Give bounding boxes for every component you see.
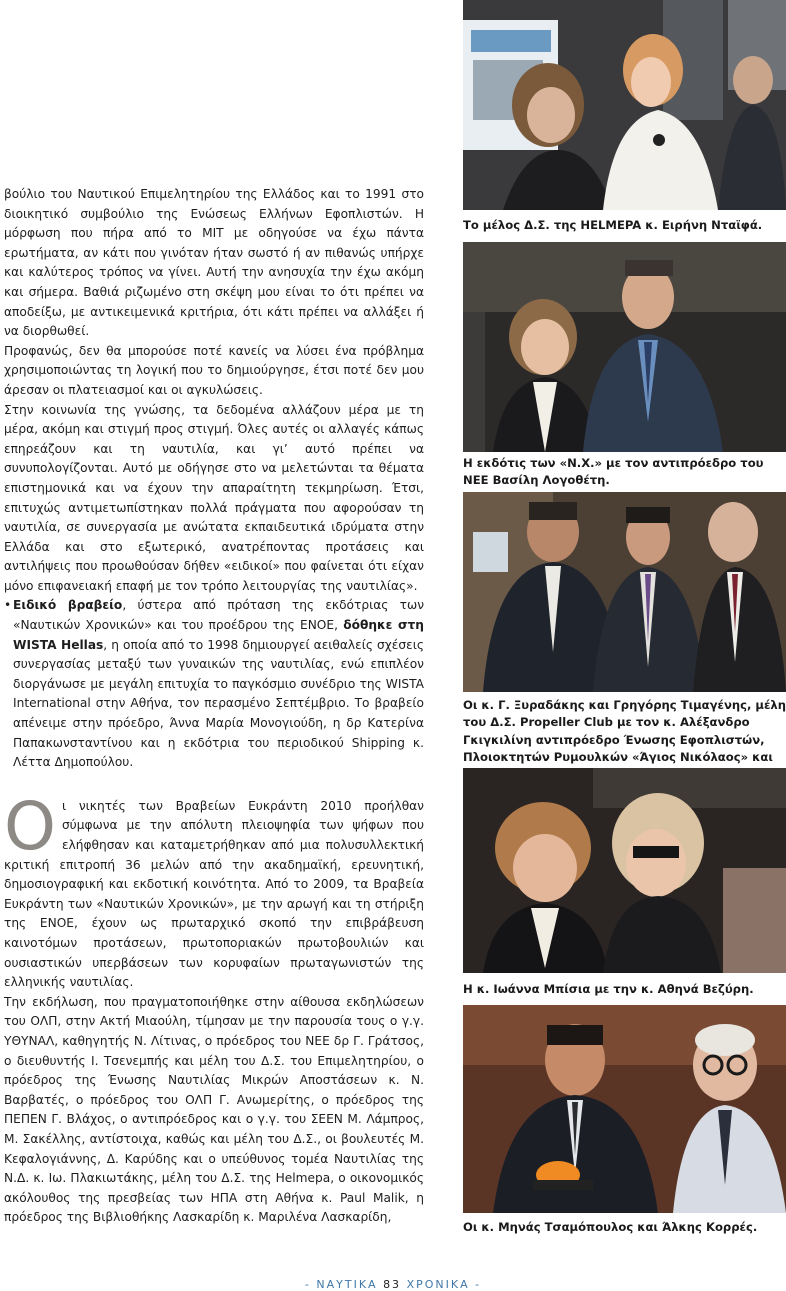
paragraph	[13, 596, 424, 772]
text-run: , ύστερα από πρόταση της εκδότριας των «Ναυτικών Χρονικών» και του προέδρου της ΕΝΟΕ,	[13, 598, 425, 633]
photo-caption: Η κ. Ιωάννα Μπίσια με την κ. Αθηνά Βεζύρη.	[463, 982, 754, 996]
bold-phrase: δόθηκε στη WISTA Hellas	[13, 618, 424, 652]
text-run: ι νικητές των Βραβείων Ευκράντη 2010 προήλθαν σύμφωνα με την απόλυτη πλειοψηφία των ψήφων που ελήφθησαν και καταμετρήθηκαν από μια πολυσυλλεκτική κριτική επιτροπή 36 μελών από την ακαδημαϊκή, ερευνητική, δημοσιογραφική και εκδοτική κοινότητα. Από το 2009, τα Βραβεία Ευκράντη των «Ναυτικών Χρονικών», με την αρωγή και τη στήριξη της ΕΝΟΕ, έχουν ως πρωταρχικό σκοπό την επιβράβευση καινοτόμων προτάσεων, πρωτοποριακών πρωτοβουλιών και ουσιαστικών υπερβάσεων των κορυφαίων πρωταγωνιστών της ελληνικής ναυτιλίας.	[4, 798, 424, 990]
paragraph: Την εκδήλωση, που πραγματοποιήθηκε στην αίθουσα εκδηλώσεων του ΟΛΠ, στην Ακτή Μιαούλη, τίμησαν με την παρουσία τους ο γ.γ. ΥΘΥΝΑΛ, καθηγητής Ν. Λίτινας, ο πρόεδρος του ΝΕΕ δρ Γ. Γράτσος, ο διευθυντής Ι. Τσενεμπής και μέλη του Δ.Σ. του Επιμελητηρίου, ο πρόεδρος της Ένωσης Ναυτιλίας Μικρών Αποστάσεων κ. Ν. Βαρβατές, ο πρόεδρος του ΟΛΠ Γ. Ανωμερίτης, ο πρόεδρος της ΠΕΠΕΝ Γ. Βλάχος, ο αντιπρόεδρος και ο γ.γ. του ΣΕΕΝ Μ. Λάμπρος, Μ. Σακέλλης, αντίστοιχα, καθώς και μέλη του Δ.Σ., οι βουλευτές Μ. Κεφαλογιάννης, Δ. Καρύδης και ο υπεύθυνος τομέα Ναυτιλίας της Ν.Δ. κ. Ιω. Πλακιωτάκης, μέλη του Δ.Σ. της Helmepa, ο οικονομικός ακόλουθος της πρεσβείας των ΗΠΑ στη Αθήνα κ. Paul Malik, η πρόεδρος της Βιβλιοθήκης Λασκαρίδη κ. Μαριλένα Λασκαρίδη,	[4, 994, 424, 1225]
paragraph: βούλιο του Ναυτικού Επιμελητηρίου της Ελλάδος και το 1991 στο διοικητικό συμβούλιο της Ενώσεως Ελλήνων Εφοπλιστών. Η μόρφωση που πήρα από το ΜΙΤ με οδηγούσε να έχω πάντα ερωτήματα, αν κάτι που γινόταν ήταν σωστό ή αν πιθανώς υπήρχε και καλύτερος τρόπος να γίνει. Αυτή την ανησυχία την έχω ακόμη και σήμερα. Βαθιά ριζωμένο στη σκέψη μου είναι το ότι πρέπει να αποδείξω, με αντικειμενικά κριτήρια, ότι κάτι πρέπει να αλλάξει ή να διορθωθεί.	[4, 187, 424, 339]
photo-caption: Οι κ. Μηνάς Τσαμόπουλος και Άλκης Κορρές.	[463, 1220, 758, 1234]
photo-helmepa	[463, 0, 786, 210]
photo-bisia-vezyri	[463, 768, 786, 973]
drop-cap: Ο	[4, 787, 56, 865]
photo-propeller-club	[463, 492, 786, 692]
photo-caption: Η εκδότις των «Ν.Χ.» με τον αντιπρόεδρο του ΝΕΕ Βασίλη Λογοθέτη.	[463, 456, 764, 488]
article-body	[4, 185, 424, 1228]
bold-phrase: Ειδικό βραβείο	[13, 598, 123, 613]
paragraph: Στην κοινωνία της γνώσης, τα δεδομένα αλλάζουν μέρα με τη μέρα, ακόμη και στιγμή προς στιγμή. Όλες αυτές οι αλλαγές κάπως επηρεάζουν και τη ναυτιλία, και γι’ αυτό πρέπει να συνυπολογίζονται. Αυτό με οδήγησε στο να μελετώνται τα θέματα επιστημονικά και να έχουν την απαραίτητη τεκμηρίωση. Έτσι, επιτυχώς αντιμετωπίστηκαν πολλά πράγματα που αφορούσαν τη ναυτιλία, σε συνεργασία με ανώτατα εκπαιδευτικά ιδρύματα στην Ελλάδα και στο εξωτερικό, ανατρέποντας προτάσεις και αντιλήψεις που προωθούσαν δήθεν «ειδικοί» που φαίνεται ότι είχαν μόνο επιφανειακή επαφή με τον τρόπο λειτουργίας της ναυτιλίας».	[4, 402, 424, 593]
paragraph: Προφανώς, δεν θα μπορούσε ποτέ κανείς να λύσει ένα πρόβλημα χρησιμοποιώντας τη λογική που το δημιούργησε, έτσι ποτέ δεν μου άρεσαν οι πλατειασμοί και οι αγκυλώσεις.	[4, 343, 424, 397]
bullet-item	[4, 596, 424, 772]
page-footer	[0, 1278, 786, 1291]
photo-tsamopoulos-korres	[463, 1005, 786, 1213]
footer-title-right: ΧΡΟΝΙΚΑ -	[406, 1278, 482, 1291]
page-number: 83	[383, 1278, 402, 1291]
paragraph	[4, 787, 424, 993]
bullet-symbol: •	[4, 598, 12, 613]
photo-caption: Το μέλος Δ.Σ. της HELMEPA κ. Ειρήνη Νταϊφά.	[463, 218, 763, 232]
footer-title-left: - ΝΑΥΤΙΚΑ	[304, 1278, 378, 1291]
photo-nee	[463, 242, 786, 452]
text-run: , η οποία από το 1998 δημιουργεί αειθαλείς σχέσεις συνεργασίας μεταξύ των γυναικών της ναυτιλίας, ενώ επιπλέον διοργάνωσε με μεγάλη επιτυχία το παγκόσμιο συνέδριο της WISTA International στην Αθήνα, τον περασμένο Σεπτέμβριο. Το βραβείο απένειμε στην πρόεδρο, Άννα Μαρία Μονογιούδη, η δρ Κατερίνα Παπακωνσταντίνου και η εκδότρια του περιοδικού Shipping κ. Λέττα Δημοπούλου.	[13, 637, 424, 770]
photo-caption: Οι κ. Γ. Ξυραδάκης και Γρηγόρης Τιμαγένης, μέλη του Δ.Σ. Propeller Club με τον κ. Αλέξανδρο Γκιγκιλίνη αντιπρόεδρο Ένωσης Εφοπλιστών, Πλοιοκτητών Ρυμουλκών «Άγιος Νικόλαος» και	[463, 698, 786, 765]
